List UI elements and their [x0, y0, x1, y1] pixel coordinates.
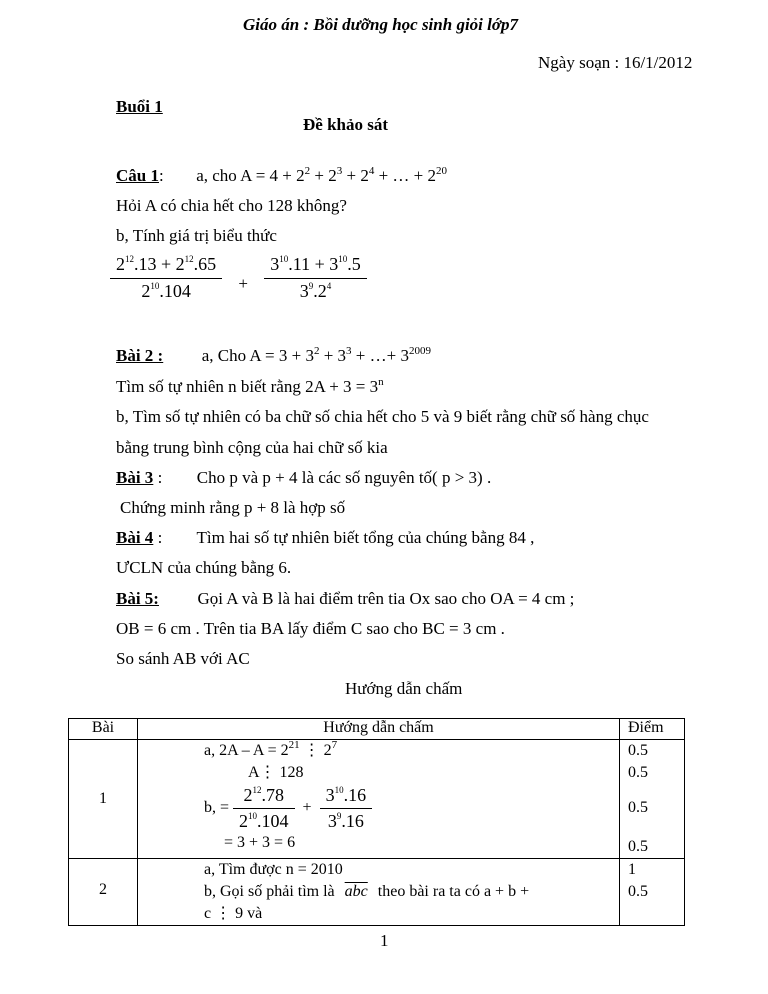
- question-3-label: Bài 3: [116, 468, 154, 487]
- question-4-line-2: ƯCLN của chúng bằng 6.: [116, 558, 292, 577]
- question-5-label: Bài 5:: [116, 589, 159, 608]
- question-2-label: Bài 2 :: [116, 346, 164, 365]
- guide-title: Hướng dẫn chấm: [345, 679, 463, 698]
- question-5-line-3: So sánh AB với AC: [116, 649, 250, 668]
- row-2-scores: 1 0.5: [620, 859, 685, 926]
- q1-exp: 20: [436, 165, 448, 177]
- row-2-bai: 2: [69, 859, 138, 926]
- session-label: Buổi 1: [116, 97, 163, 116]
- question-2-line-3: b, Tìm số tự nhiên có ba chữ số chia hết cho 5 và 9 biết rằng chữ số hàng chục: [116, 407, 649, 426]
- doc-date: Ngày soạn : 16/1/2012: [538, 53, 693, 72]
- q2-a-part: + 3: [319, 346, 347, 365]
- q1-a-part: + … + 2: [374, 166, 437, 185]
- table-row: [69, 740, 685, 859]
- q1-exp: 4: [368, 165, 375, 177]
- fraction: [264, 254, 366, 302]
- question-1-b: b, Tính giá trị biểu thức: [116, 226, 277, 245]
- question-1-line-a: [116, 166, 447, 186]
- fraction: $\frac{2^{12}.78}{2^{10}.104}$: [233, 785, 295, 832]
- question-1-colon: :: [158, 166, 164, 185]
- header-bai: Bài: [69, 719, 138, 740]
- question-2-line-a: Bài 2 : a, Cho $A = 3 + 3^2 + 3^3$ + …+ $3^{2009}$: [116, 345, 431, 365]
- page-number: 1: [380, 931, 389, 950]
- question-2-line-2: Tìm số tự nhiên n biết rằng $2A + 3 = 3^n$: [116, 376, 384, 396]
- question-1-expression: [110, 254, 367, 302]
- abc-overline: $\overline{abc}$: [344, 883, 368, 900]
- fraction-denominator: $2^{10}.104$: [141, 280, 191, 301]
- question-4-label: Bài 4: [116, 528, 154, 547]
- q1-a-part: a, cho A = 4 + 2: [196, 166, 305, 185]
- row-2-guide: a, Tìm được n = 2010 b, Gọi số phải tìm là $\overline{abc}$ theo bài ra ta có a + b + c ⋮ 9 và: [138, 859, 620, 926]
- q1-exp: 3: [336, 165, 343, 177]
- table-row: [69, 859, 685, 926]
- q1-a-part: + 2: [342, 166, 369, 185]
- question-1-label: Câu 1: [116, 166, 159, 185]
- header-score: Điểm: [620, 719, 685, 740]
- question-5-line-1: Bài 5: Gọi A và B là hai điểm trên tia Ox sao cho OA = 4 cm ;: [116, 589, 575, 608]
- question-5-line-2: OB = 6 cm . Trên tia BA lấy điểm C sao cho BC = 3 cm .: [116, 619, 505, 638]
- q1-a-part: + 2: [310, 166, 337, 185]
- plus-sign: +: [238, 273, 248, 293]
- table-header-row: [69, 719, 685, 740]
- fraction-denominator: $3^9.2^4$: [299, 280, 332, 301]
- fraction-numerator: $3^{10}.11 + 3^{10}.5$: [264, 254, 366, 279]
- question-4-line-1: Bài 4 : Tìm hai số tự nhiên biết tổng của chúng bằng 84 ,: [116, 528, 535, 547]
- question-3-line-1: Bài 3 : Cho p và p + 4 là các số nguyên tố( p > 3) .: [116, 468, 492, 487]
- fraction-numerator: $2^{12}.13 + 2^{12}.65$: [110, 254, 222, 279]
- row-1-bai: 1: [69, 740, 138, 859]
- row-1-guide: a, $2A - A = 2^{21}$ ⋮ $2^7$ A⋮ 128 b, = $\frac{2^{12}.78}{2^{10}.104}$ + $\frac{3^{10}.16}{3^9.16}$ = 3 + 3 = 6: [138, 740, 620, 859]
- fraction: [110, 254, 222, 302]
- question-2-line-4: bằng trung bình cộng của hai chữ số kia: [116, 438, 388, 457]
- row-1-scores: 0.5 0.5 0.5 0.5: [620, 740, 685, 859]
- question-1-ask: Hỏi A có chia hết cho 128 không?: [116, 196, 347, 215]
- q2-a-part: a, Cho A = 3 + 3: [201, 346, 314, 365]
- question-3-line-2: Chứng minh rằng p + 8 là hợp số: [120, 498, 346, 517]
- exam-title: Đề khảo sát: [303, 115, 389, 134]
- grading-table: [68, 718, 685, 926]
- header-guide: Hướng dẫn chấm: [138, 719, 620, 740]
- q1-exp: 2: [304, 165, 311, 177]
- q2-a-part: + …+ 3: [351, 346, 409, 365]
- fraction: $\frac{3^{10}.16}{3^9.16}$: [320, 785, 373, 832]
- doc-header-title: Giáo án : Bồi dưỡng học sinh giỏi lớp7: [243, 15, 518, 34]
